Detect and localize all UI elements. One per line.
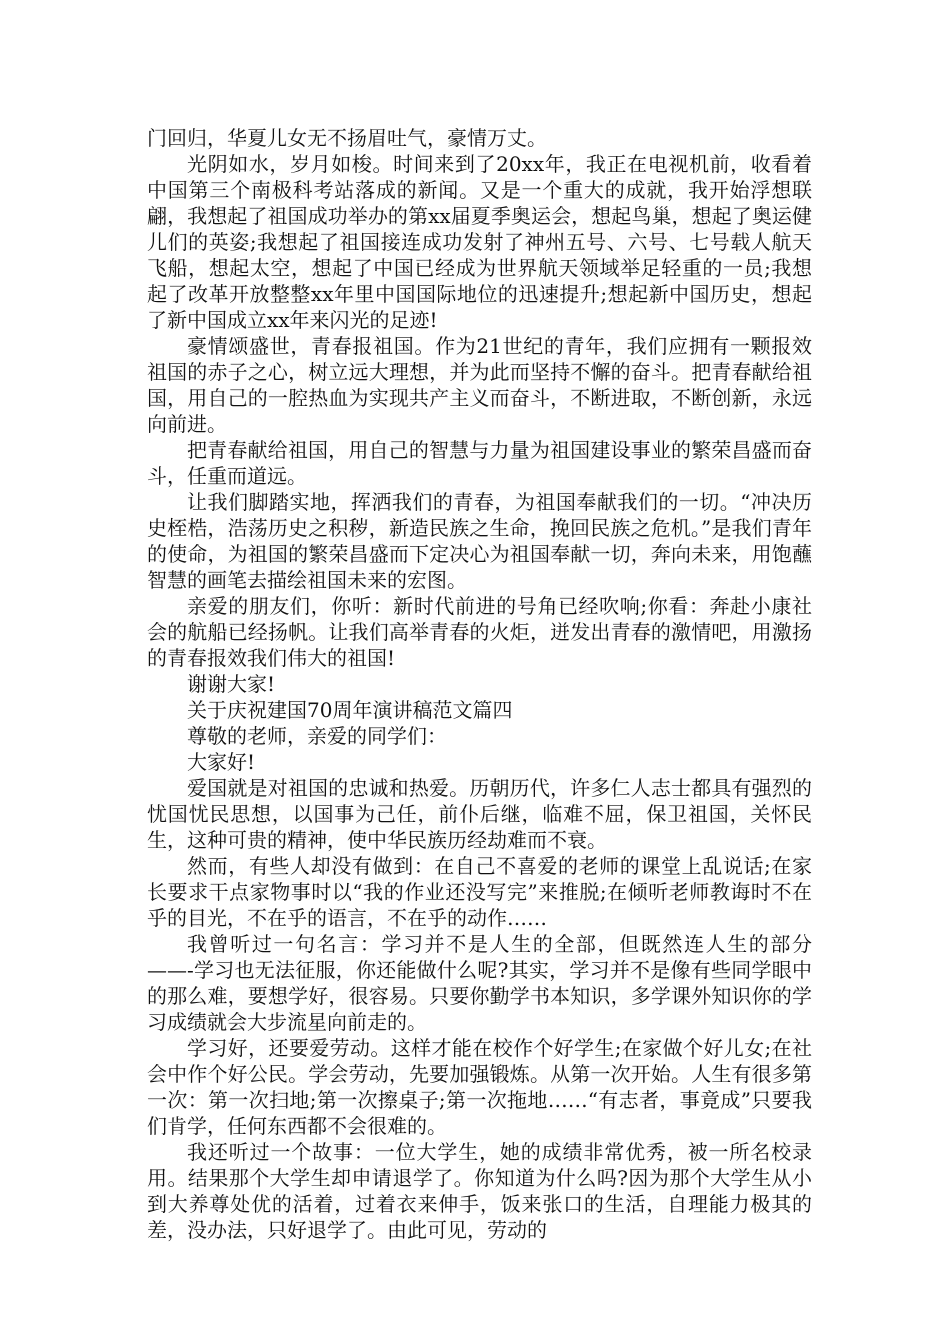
paragraph-6: 亲爱的朋友们，你听：新时代前进的号角已经吹响;你看：奔赴小康社会的航船已经扬帆。让我们高举青春的火炬，迸发出青春的激情吧，用激扬的青春报效我们伟大的祖国! bbox=[147, 594, 812, 670]
paragraph-11: 爱国就是对祖国的忠诚和热爱。历朝历代，许多仁人志士都具有强烈的忧国忧民思想，以国事为己任，前仆后继，临难不屈，保卫祖国，关怀民生，这种可贵的精神，使中华民族历经劫难而不衰。 bbox=[147, 776, 812, 852]
paragraph-12: 然而，有些人却没有做到：在自己不喜爱的老师的课堂上乱说话;在家长要求干点家物事时以“我的作业还没写完”来推脱;在倾听老师教诲时不在乎的目光，不在乎的语言，不在乎的动作…… bbox=[147, 854, 812, 930]
paragraph-5: 让我们脚踏实地，挥洒我们的青春，为祖国奉献我们的一切。“冲决历史桎梏，浩荡历史之积秽，新造民族之生命，挽回民族之危机。”是我们青年的使命，为祖国的繁荣昌盛而下定决心为祖国奉献一切，奔向未来，用饱蘸智慧的画笔去描绘祖国未来的宏图。 bbox=[147, 490, 812, 592]
section-heading: 关于庆祝建国70周年演讲稿范文篇四 bbox=[187, 698, 513, 722]
paragraph-4: 把青春献给祖国，用自己的智慧与力量为祖国建设事业的繁荣昌盛而奋斗，任重而道远。 bbox=[147, 438, 812, 488]
paragraph-15: 我还听过一个故事：一位大学生，她的成绩非常优秀，被一所名校录用。结果那个大学生却申请退学了。你知道为什么吗?因为那个大学生从小到大养尊处优的活着，过着衣来伸手，饭来张口的生活，自理能力极其的差，没办法，只好退学了。由此可见，劳动的 bbox=[147, 1140, 812, 1242]
salutation: 尊敬的老师，亲爱的同学们： bbox=[187, 724, 447, 748]
paragraph-14: 学习好，还要爱劳动。这样才能在校作个好学生;在家做个好儿女;在社会中作个好公民。学会劳动，先要加强锻炼。从第一次开始。人生有很多第一次：第一次扫地;第一次擦桌子;第一次拖地……“有志者，事竟成”只要我们肯学，任何东西都不会很难的。 bbox=[147, 1036, 812, 1138]
greeting: 大家好! bbox=[187, 750, 256, 774]
paragraph-3: 豪情颂盛世，青春报祖国。作为21世纪的青年，我们应拥有一颗报效祖国的赤子之心，树立远大理想，并为此而坚持不懈的奋斗。把青春献给祖国，用自己的一腔热血为实现共产主义而奋斗，不断进取，不断创新，永远向前进。 bbox=[147, 334, 812, 436]
paragraph-13: 我曾听过一句名言：学习并不是人生的全部，但既然连人生的部分——-学习也无法征服，你还能做什么呢?其实，学习并不是像有些同学眼中的那么难，要想学好，很容易。只要你勤学书本知识，多学课外知识你的学习成绩就会大步流星向前走的。 bbox=[147, 932, 812, 1034]
paragraph-1: 门回归，华夏儿女无不扬眉吐气，豪情万丈。 bbox=[147, 126, 547, 150]
closing-thanks: 谢谢大家! bbox=[187, 672, 276, 696]
paragraph-2: 光阴如水，岁月如梭。时间来到了20xx年，我正在电视机前，收看着中国第三个南极科考站落成的新闻。又是一个重大的成就，我开始浮想联翩，我想起了祖国成功举办的第xx届夏季奥运会，想起鸟巢，想起了奥运健儿们的英姿;我想起了祖国接连成功发射了神州五号、六号、七号载人航天飞船，想起太空，想起了中国已经成为世界航天领域举足轻重的一员;我想起了改革开放整整xx年里中国国际地位的迅速提升;想起新中国历史，想起了新中国成立xx年来闪光的足迹! bbox=[147, 152, 812, 332]
document-body bbox=[147, 125, 812, 1243]
